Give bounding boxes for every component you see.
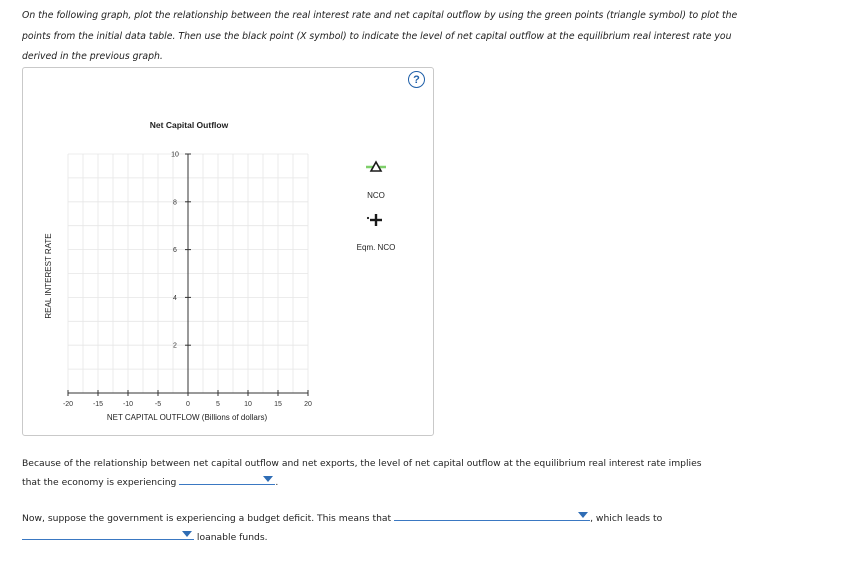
instructions-text: On the following graph, plot the relationship between the real interest rate and net capital outflow by using the green points (triangle symbol) to plot the points from the initial data table. Then use the black point (X symbol) to indicate the level of net capital outflow at the equilibrium real interest rate you derived in the previous graph. bbox=[22, 10, 738, 62]
y-tick-label: 4 bbox=[173, 294, 177, 302]
y-tick-label: 2 bbox=[173, 342, 177, 350]
y-tick-label: 10 bbox=[171, 151, 179, 159]
chevron-down-icon bbox=[263, 476, 273, 482]
x-tick-label: 20 bbox=[304, 401, 312, 408]
x-tick-label: 5 bbox=[216, 401, 220, 408]
y-tick-label: 6 bbox=[173, 247, 177, 255]
legend-eqm-nco-label: Eqm. NCO bbox=[356, 243, 396, 252]
x-tick-label: -20 bbox=[62, 401, 74, 408]
economy-experiencing-dropdown[interactable] bbox=[179, 473, 275, 485]
legend-eqm-nco-tool[interactable] bbox=[367, 214, 382, 226]
chart-title: Net Capital Outflow bbox=[149, 120, 229, 130]
x-tick-label: 10 bbox=[244, 401, 252, 408]
x-tick-label: -10 bbox=[122, 401, 134, 408]
legend-nco-tool[interactable] bbox=[366, 162, 386, 171]
legend-nco-label: NCO bbox=[367, 191, 385, 200]
x-tick-label: -15 bbox=[92, 401, 104, 408]
budget-deficit-dropdown[interactable] bbox=[394, 509, 590, 521]
loanable-funds-dropdown[interactable] bbox=[22, 528, 194, 540]
chevron-down-icon bbox=[578, 512, 588, 518]
chevron-down-icon bbox=[182, 531, 192, 537]
x-tick-label: -5 bbox=[154, 401, 162, 408]
x-tick-label: 15 bbox=[274, 401, 282, 408]
dot-icon bbox=[367, 217, 369, 219]
question-1: Because of the relationship between net capital outflow and net exports, the level of net capital outflow at the equilibrium real interest rate implies that the economy is experiencing . bbox=[22, 458, 702, 488]
help-button[interactable]: ? bbox=[408, 71, 425, 88]
y-tick-label: 8 bbox=[173, 199, 177, 207]
y-axis-label: REAL INTEREST RATE bbox=[44, 233, 53, 319]
chart-axes bbox=[63, 152, 312, 409]
x-tick-label: 0 bbox=[186, 401, 190, 408]
x-axis-label: NET CAPITAL OUTFLOW (Billions of dollars) bbox=[106, 413, 268, 422]
question-2: Now, suppose the government is experiencing a budget deficit. This means that , which leads to loanable funds. bbox=[22, 509, 722, 547]
